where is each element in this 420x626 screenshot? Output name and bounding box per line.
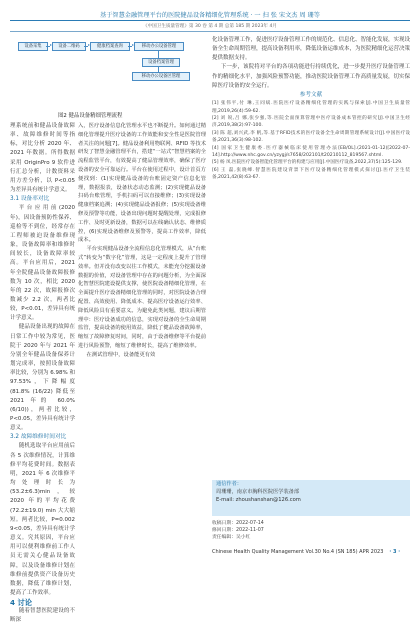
paragraph: 在测试管理中，设备能更有效 xyxy=(86,351,156,358)
revised-date: 修回日期：2022-11-07 xyxy=(212,528,264,534)
journal-info: Chinese Health Quality Management Vol.30 No.4 (SN 185) APR 2023 xyxy=(212,549,384,555)
flow-arrow xyxy=(128,46,132,47)
header-rule-thin xyxy=(10,31,410,32)
section-heading: 3.1 设备率对比 xyxy=(10,196,50,203)
header-rule xyxy=(10,20,410,21)
middle-column-final xyxy=(78,122,206,360)
paragraph: 入，医疗设备信息化管理水平也不断提升。如何通过精细化管理提升医疗设备的工作效能和安全性是医院管理者关注的问题[7]。健品设备利用物联网、RFID 等技术研发了智慧金融管理平台，搭建“一站式”智慧档案的全流程监管平台，有效提高了健品管理效率，确保了医疗设备的安全可靠运行。平台在使用过程中，设计首页方便找到：(1)实现健品设备的台账固定资产信息化管理，数据报表，设备状态动态监测；(2)实现健品设备扫码台账管理，手机扫码可以直接维修；(3)实现设备健康档案追溯；(4)实现健品设备报修；(5)实现设备维修及预警等功能，设备出现问题时提醒处理，完成报修工作、及时更新设备，数据可以在线确认状态、维修质控，(6)实现设备维修及预警等，提高工作效率，降低成本。 xyxy=(78,123,206,244)
editor-name: 责任编辑：吴小红 xyxy=(212,535,251,541)
running-header-title: 基于智慧金融管理平台的医院健品设备精细化管理系统 · 一 扫 张 宋文杰 周 珊等 xyxy=(100,12,320,19)
paragraph: 健品设备出现的故障在日常工作中较为常见，医院于 2020 年与 2021 年分别全年健品设备保养计划完成率，按照设备故障率比较，分别为 6.98% 和 97.53%，下降幅度 (81.8% (16/22) 降低至 2021 年的 60.0% (6/10))，两者比较，P<0.05，差异具有统计学意义。 xyxy=(10,324,75,432)
paragraph: 下一步，该院将对平台的各项功能进行持续优化，进一步提升医疗设备管理工作的精细化水平，加强风险预警功能，推动医院设备管理工作高质量发展，切实保障医疗设备的安全运行。 xyxy=(212,64,411,89)
flow-arrow xyxy=(84,46,88,47)
flow-box-2: 设备二维码 xyxy=(52,42,86,51)
reference-item: [6] 王 磊,张晓峰.智慧医院建设背景下医疗设备精细化管理模式探讨[J].医疗卫生装备,2021,42(8):63-67. xyxy=(212,167,410,181)
left-column xyxy=(10,122,75,626)
paragraph: 随着智慧医院建设的不断深 xyxy=(10,608,75,624)
received-date: 收稿日期：2022-07-14 xyxy=(212,521,264,526)
article-dates xyxy=(212,520,264,542)
correspondence-label: 通信作者： xyxy=(216,481,242,487)
figure-flowchart xyxy=(10,36,210,96)
reference-item: [2] 刘 锐,吕 娜,张少强,等.医院全面预算管理中医疗设备成本管控的研究[J].中国卫生经济,2019,38(2):97-100. xyxy=(212,115,410,129)
flow-arrow xyxy=(46,46,50,47)
section-heading-main: 4 讨论 xyxy=(10,598,32,608)
references-title: 参考文献 xyxy=(299,91,323,98)
reference-item: [1] 张伟平,付 琳,王同斌.医院医疗设备精细化管理的实践与探索[J].中国卫生质量管理,2019,26(4):59-62. xyxy=(212,101,410,114)
section-heading: 3.2 故障维修时间对比 xyxy=(10,434,67,441)
right-column xyxy=(212,36,410,182)
paragraph: 随机选取平台应用前后各 5 次维修情况，计算维修平均花费时间。数据表明，2021 年 6 次维修平均处理时长为(53.2±6.3)min，较 2020 年的平均花费(72.2±19.0) min 大大缩短。两者比较，P=0.002 9<0.05，差异具有统计学意义。究其原因，平台应用可以便利维修前工作人员无需关心健品设备故障，以及设备维修计划在维修前提供资产设备历史数据，降低了维修计划，提高了工作效率。 xyxy=(10,443,75,596)
flow-box-3: 健康档案查询 xyxy=(90,42,130,51)
correspondence-name: 周珊珊，南京市胸科医院医学装备部 xyxy=(216,489,300,495)
paragraph: 化设备管理工作，促进医疗设备管理工作的规范化、信息化、智能化发展，实现设备全生命周期管理，提高设备利用率，降低设备运维成本，为医院精细化运营决策提供数据支持。 xyxy=(212,37,411,62)
page-number: · 3 · xyxy=(389,549,401,555)
flow-box-4: 移动办公设备管理 xyxy=(134,42,184,51)
header-citation: 《中国卫生质量管理》第 30 卷 第 4 期 总第 185 期 2023年 4月 xyxy=(142,24,278,29)
figure-caption: 图2 健品设备精细管理流程 xyxy=(58,113,123,119)
reference-item: [4] 国家卫生健康委.医疗器械临床使用管理办法[EB/OL].(2021-01-12)[2022-07-14].http://www.nhc.gov.cn/yzygj/s7658/202101/t20210112_819567.shtml. xyxy=(212,145,410,158)
paragraph: 理系统前和健品设备故障率、故障维修时间等指标，对比分析 2020 年、2021 年数据。所得数据采用 OriginPro 9 软件进行汇总分析，计数资料采用方差分析，以 P<0.05 为差异具有统计学意义。 xyxy=(10,123,75,194)
flow-connector xyxy=(158,50,159,58)
correspondence-box xyxy=(212,480,410,516)
page-footer xyxy=(212,549,412,555)
flow-box-5: 设备档案管理 xyxy=(142,58,180,67)
paragraph: 平台应用前(2020 年)，因设备预防性保养、巡检等不到位，经常存在工程师被迫设备维修现象，设备故障率和维修时间较长，设备故障率较高。平台应用后，2021 年全院健品设备故障报修数为 10 次，相比 2020 年的 22 次，故障报修次数减少 2.2 次，两者比较，P<0.01，差异具有统计学意义。 xyxy=(10,205,75,322)
correspondence-email: E-mail: zhoushanshan@126.com xyxy=(216,497,301,503)
paragraph: 平台实现健品设备全流程信息化管理模式，从“台账式”转变为“数字化”管理，这是一定程度上提升了管理效率。但并没有改变以往工作模式，未能充分挖掘设备数据的价值，对设备管理中存在的问题分析，为全面深化智慧医院建设提供支撑，使医院设备精细化管理，在全面提升医疗设备精细化管理的同时，对医院设备合理配置、高效使用、降低成本、提高医疗设备运行效率、降低风险具有重要意义。为避免此类问题，建议后期管理中：医疗设备成功的信息，实现对设备的全生命周期监管，提高设备的使用效益，降低了健品设备故障率，缩短了故障修复时间，同时，由于设备维修等平台提前进行风险预警，缩短了维修时长，提高了维修效率。 xyxy=(78,246,206,349)
reference-item: [5] 杨 凤.医院医疗设备智能化管理平台的构建与应用[J].中国医疗设备,2022,37(5):125-129. xyxy=(212,160,403,166)
reference-item: [3] 陈 超,刘兴武,李 帆,等.基于RFID技术的医疗设备全生命周期管理系统设计[J].中国医疗设备,2021,36(3):98-102. xyxy=(212,130,410,144)
flow-box-6: 移动办公设备区管理 xyxy=(132,72,190,81)
flow-box-1: 设备采集 xyxy=(18,42,48,51)
